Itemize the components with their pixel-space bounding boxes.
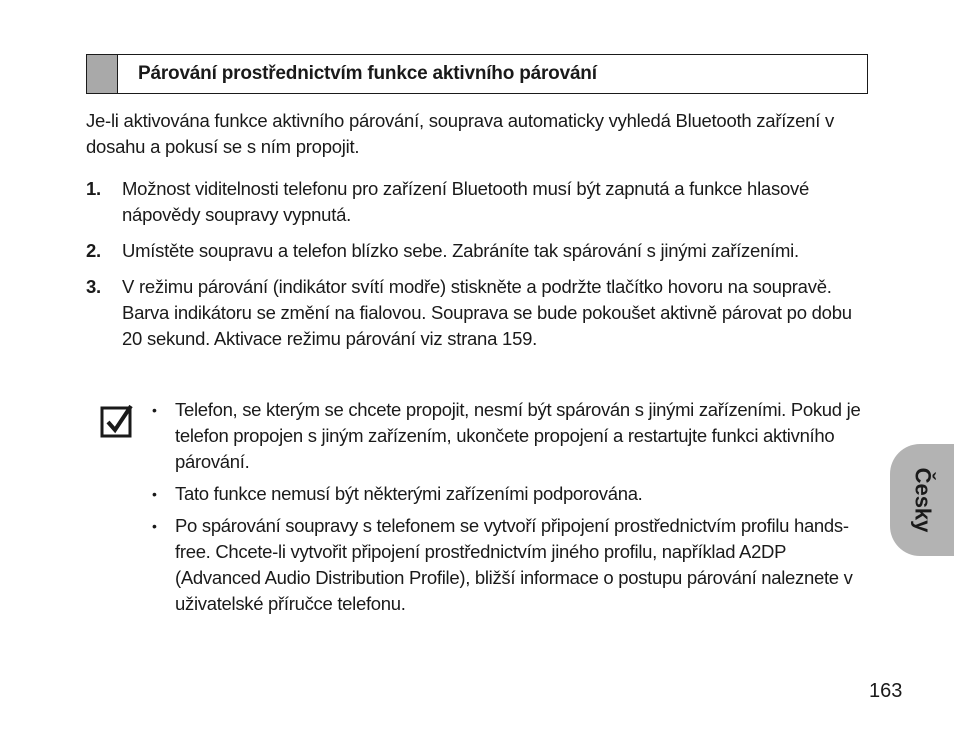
checkbox-note-icon — [100, 404, 134, 438]
step-text: V režimu párování (indikátor svítí modře) stiskněte a podržte tlačítko hovoru na soupravě. Barva indikátoru se změní na fialovou. Souprava se bude pokoušet aktivně párovat po dobu 20 sekund. Aktivace režimu párování viz strana 159. — [122, 276, 852, 349]
step-item — [86, 176, 866, 228]
note-item — [152, 513, 867, 617]
intro-paragraph: Je-li aktivována funkce aktivního párování, souprava automaticky vyhledá Bluetooth zařízení v dosahu a pokusí se s ním propojit. — [86, 110, 835, 157]
steps-list — [86, 176, 866, 362]
step-text: Umístěte soupravu a telefon blízko sebe. Zabráníte tak spárování s jinými zařízeními. — [122, 240, 799, 261]
note-text: Telefon, se kterým se chcete propojit, nesmí být spárován s jinými zařízeními. Pokud je telefon propojen s jiným zařízením, ukončete propojení a restartujte funkci aktivního párování. — [175, 399, 861, 472]
heading-marker — [87, 55, 118, 93]
step-text: Možnost viditelnosti telefonu pro zařízení Bluetooth musí být zapnutá a funkce hlasové nápovědy soupravy vypnutá. — [122, 178, 810, 225]
section-heading — [86, 54, 868, 94]
note-text: Tato funkce nemusí být některými zařízeními podporována. — [175, 483, 643, 504]
bullet: • — [152, 486, 157, 502]
language-label: Česky — [910, 467, 935, 533]
page-number: 163 — [869, 680, 903, 702]
step-item — [86, 274, 866, 352]
language-tab — [890, 444, 954, 556]
heading-title: Párování prostřednictvím funkce aktivního párování — [138, 63, 597, 84]
step-number: 2. — [86, 240, 101, 261]
step-number: 3. — [86, 276, 101, 297]
step-number: 1. — [86, 178, 101, 199]
notes-list — [152, 397, 867, 623]
bullet: • — [152, 402, 157, 418]
note-item — [152, 481, 867, 507]
note-text: Po spárování soupravy s telefonem se vytvoří připojení prostřednictvím profilu hands-free. Chcete-li vytvořit připojení prostřednictvím jiného profilu, například A2DP (Advanced Audio Distribution Profile), bližší informace o postupu párování naleznete v uživatelské příručce telefonu. — [175, 515, 853, 614]
step-item — [86, 238, 866, 264]
note-item — [152, 397, 867, 475]
bullet: • — [152, 518, 157, 534]
